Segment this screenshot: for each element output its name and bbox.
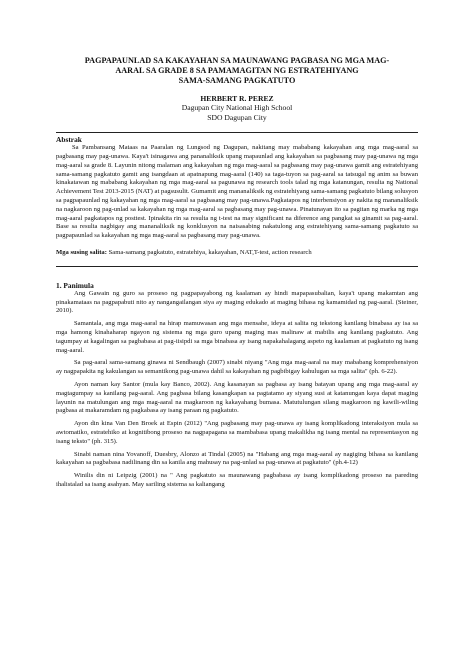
paragraph: Sa pag-aaral sama-samang ginawa ni Sendbaugh (2007) sinabi niyang "Ang mga mag-aaral na may mababang komprehensiyon ay nagpapakita ng kakulangan sa semantikong pag-unawa dahil sa kakayahan ng pagbibigay kahulugan sa mga salita" (ph. 6-22). xyxy=(56,359,418,376)
author-name: HERBERT R. PEREZ xyxy=(200,94,274,103)
paper-title xyxy=(56,56,418,86)
paragraph: Samantala, ang mga mag-aaral na hirap mamuwasan ang mga mensahe, ideya at salita ng tekstong kanilang binabasa ay isa sa mga hamong kinahaharap ngayon ng sistema ng mga guro upang maging mas malinaw at mabilis ang kanilang pagkatuto. Ang tagumpay at kagalingan sa pagbabasa at pag-iisipdi sa mga binabasa ay isang napakahalagang aspeto ng kaalaman at pagkatuto ng isang mag-aaral. xyxy=(56,320,418,354)
title-line-2: AARAL SA GRADE 8 SA PAMAMAGITAN NG ESTRATEHIYANG xyxy=(115,66,359,75)
author-school: Dagupan City National High School xyxy=(181,103,293,113)
keywords-label: Mga susing salita: xyxy=(56,248,107,256)
title-line-1: PAGPAPAUNLAD SA KAKAYAHAN SA MAUNAWANG PAGBASA NG MGA MAG- xyxy=(84,56,390,65)
keywords-text: Sama-samang pagkatuto, estratehiya, kakayahan, NAT,T-test, action research xyxy=(108,248,312,256)
paragraph: Sinabi naman nina Yovanoff, Duesbry, Alonzo at Tindal (2005) na "Habang ang mga mag-aaral ay nagiging bihasa sa kanilang kakayahan sa pagbabasa nadilinang din sa kanila ang mahusay na pag-unlad sa pag-unawa at pagkatuto" (ph.4-12) xyxy=(56,450,418,467)
keywords xyxy=(56,249,418,258)
section-heading-introduction: 1. Panimula xyxy=(56,280,94,290)
author-division: SDO Dagupan City xyxy=(207,112,267,122)
paragraph: Ayon din kina Van Den Broek at Espin (2012) "Ang pagbasang may pag-unawa ay isang komplikadong interaksiyon mula sa awtomatiko, estratehiko at kognitibong proseso na nagpapagana sa mambabasa upang makalikha ng isang mental na representasyon ng isang teksto" (ph. 315). xyxy=(56,420,418,445)
title-line-3: SAMA-SAMANG PAGKATUTO xyxy=(178,76,296,85)
paragraph: Winilis din ni Leipzig (2001) na " Ang pagkatuto sa maunawang pagbabasa ay isang komplikadong proseso na pareding ihalistalad sa isang asahyan. May sariling sistema sa kaliangang xyxy=(56,472,418,488)
introduction-body xyxy=(56,290,418,490)
abstract-text: Sa Pambansang Mataas na Paaralan ng Lungsod ng Dagupan, nakitang may mababang kakayahan ang mga mag-aaral sa pagbasang may pag-unawa. Kaya't isinagawa ang pananaliksik upang mapaunlad ang kakayahan sa pagbasang may pag-unawa ng mga mag-aaral sa grade 8. Layunin nitong malaman ang kakayahan ng mga mag-aaral sa pagbasang may pag-unawa gamit ang estratehiyang sama-samang pagkatuto gamit ang isangdaan at apatnapung mag-aaral (140) sa taga-tuyon sa pag-aaral sa tatsugal ng anim sa buwan kinakatawan ng mababang kakayahan ng mga mag-aaral sa pagunawa ng research tools talad ng mga katanungan, resulta ng National Achievement Test 2013-2015 (NAT) at pagsusulit. Gumamit ang mananaliksik ng estratehiyang sama-samang pagkatuto bilang solusyon sa pagpapaunlad ng kakayahan ng mga mag-aaral sa pagbasang may pag-unawa.Pagkatapos ng interbensiyon ay nakita ng mananaliksik na nagkaroon ng pag-unlad sa kakayahan ng mga mag-aaral sa pagbasang may pag-unawa. Pinatunayan ito sa pagitan ng marka ng mga mag-aaral pagkatapos ng posttest. Ipinakita rin sa resulta ng t-test na may significant na diference ang pangkat sa ginamit sa pag-aaral. Base sa resulta nagbigay ang mananaliksik ng konklusyon na naisasabing nakatulong ang estratehiyang sama-samang pagkatuto sa pagpapaunlad sa kakayahan ng mga mag-aaral sa pagbasang may pag-unawa. xyxy=(56,144,418,240)
author-block xyxy=(56,94,418,122)
abstract-section xyxy=(56,132,418,241)
paragraph: Ang Gawain ng guro sa proseso ng pagpapayabong ng kaalaman ay hindi mapapasubalian, kaya't upang makamtan ang pinakamataas na pagpapabuti nito ay nangangailangan siya ay maging edukado at maging bihasa ng kamamidad ng pag-aaral. (Steiner, 2010). xyxy=(56,289,418,315)
abstract-heading: Abstrak xyxy=(56,135,82,145)
keywords-divider xyxy=(56,266,418,267)
paragraph: Ayon naman kay Santor (mula kay Banco, 2002). Ang kasanayan sa pagbasa ay isang batayan upang ang mga mag-aaral ay magtagumpay sa kanilang pag-aaral. Ang pagbasa bilang kasangkapan sa pagtatamo ay siyang susi at katanungan kaya dapat maging layunin na matulungan ang mga mag-aaral na magkaroon ng kakayahang bumasa. Matutulungan silang magkaroon ng kawili-wiling pagbasa at makaramdam ng pagkabasa ay isang paraan ng pagkatuto. xyxy=(56,380,418,415)
